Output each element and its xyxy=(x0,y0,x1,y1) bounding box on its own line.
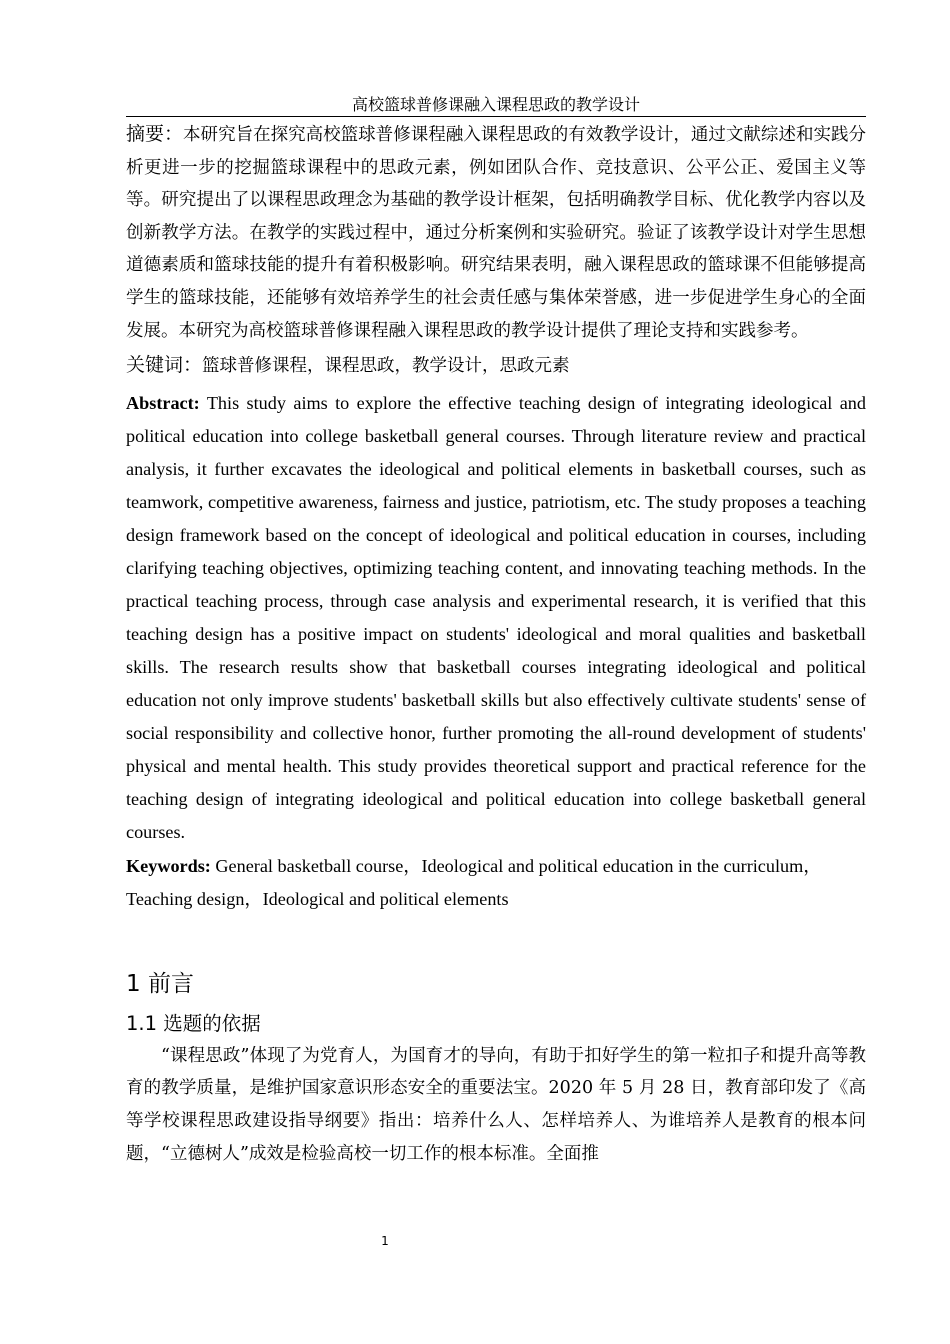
chinese-abstract-text: 本研究旨在探究高校篮球普修课程融入课程思政的有效教学设计，通过文献综述和实践分析更进一步的挖掘篮球课程中的思政元素，例如团队合作、竞技意识、公平公正、爱国主义等等。研究提出了以课程思政理念为基础的教学设计框架，包括明确教学目标、优化教学内容以及创新教学方法。在教学的实践过程中，通过分析案例和实验研究。验证了该教学设计对学生思想道德素质和篮球技能的提升有着积极影响。研究结果表明，融入课程思政的篮球课不但能够提高学生的篮球技能，还能够有效培养学生的社会责任感与集体荣誉感，进一步促进学生身心的全面发展。本研究为高校篮球普修课程融入课程思政的教学设计提供了理论支持和实践参考。 xyxy=(126,125,866,341)
subsection-heading-topic-basis: 1.1 选题的依据 xyxy=(126,1011,261,1035)
body-paragraph: “课程思政”体现了为党育人，为国育才的导向，有助于扣好学生的第一粒扣子和提升高等教育的教学质量，是维护国家意识形态安全的重要法宝。2020 年 5 月 28 日，教育部印发了《高等学校课程思政建设指导纲要》指出：培养什么人、怎样培养人、为谁培养人是教育的根本问题，“立德树人”成效是检验高校一切工作的根本标准。全面推 xyxy=(126,1045,866,1164)
chinese-keywords-label: 关键词： xyxy=(126,354,203,377)
english-keywords xyxy=(126,850,866,916)
chinese-abstract xyxy=(126,118,866,347)
page-content xyxy=(126,118,866,1170)
running-header-title: 高校篮球普修课融入课程思政的教学设计 xyxy=(351,95,640,114)
english-abstract-text: This study aims to explore the effective teaching design of integrating ideological and political education into college basketball general courses. Through literature review and practical analysis, it further excavates the ideological and political elements in basketball courses, such as teamwork, competitive awareness, fairness and justice, patriotism, etc. The study proposes a teaching design framework based on the concept of ideological and political education in courses, including clarifying teaching objectives, optimizing teaching content, and innovating teaching methods. In the practical teaching process, through case analysis and experimental research, it is verified that this teaching design has a positive impact on students' ideological and moral qualities and basketball skills. The research results show that basketball courses integrating ideological and political education not only improve students' basketball skills but also effectively cultivate students' sense of social responsibility and collective honor, further promoting the all-round development of students' physical and mental health. This study provides theoretical support and practical reference for the teaching design of integrating ideological and political education into college basketball general courses. xyxy=(126,392,866,842)
chinese-abstract-label: 摘要： xyxy=(126,123,184,145)
chinese-keywords xyxy=(126,349,866,383)
page-number: 1 xyxy=(381,1234,389,1248)
english-abstract xyxy=(126,387,866,849)
english-abstract-label: Abstract: xyxy=(126,392,200,413)
chinese-keywords-text: 篮球普修课程，课程思政，教学设计，思政元素 xyxy=(202,356,570,377)
header-rule xyxy=(126,116,866,117)
english-keywords-text: General basketball course，Ideological and political education in the curriculum，Teaching design，Ideological and political elements xyxy=(126,855,822,909)
english-keywords-label: Keywords: xyxy=(126,855,211,876)
section-heading-preface: 1 前言 xyxy=(126,970,194,997)
